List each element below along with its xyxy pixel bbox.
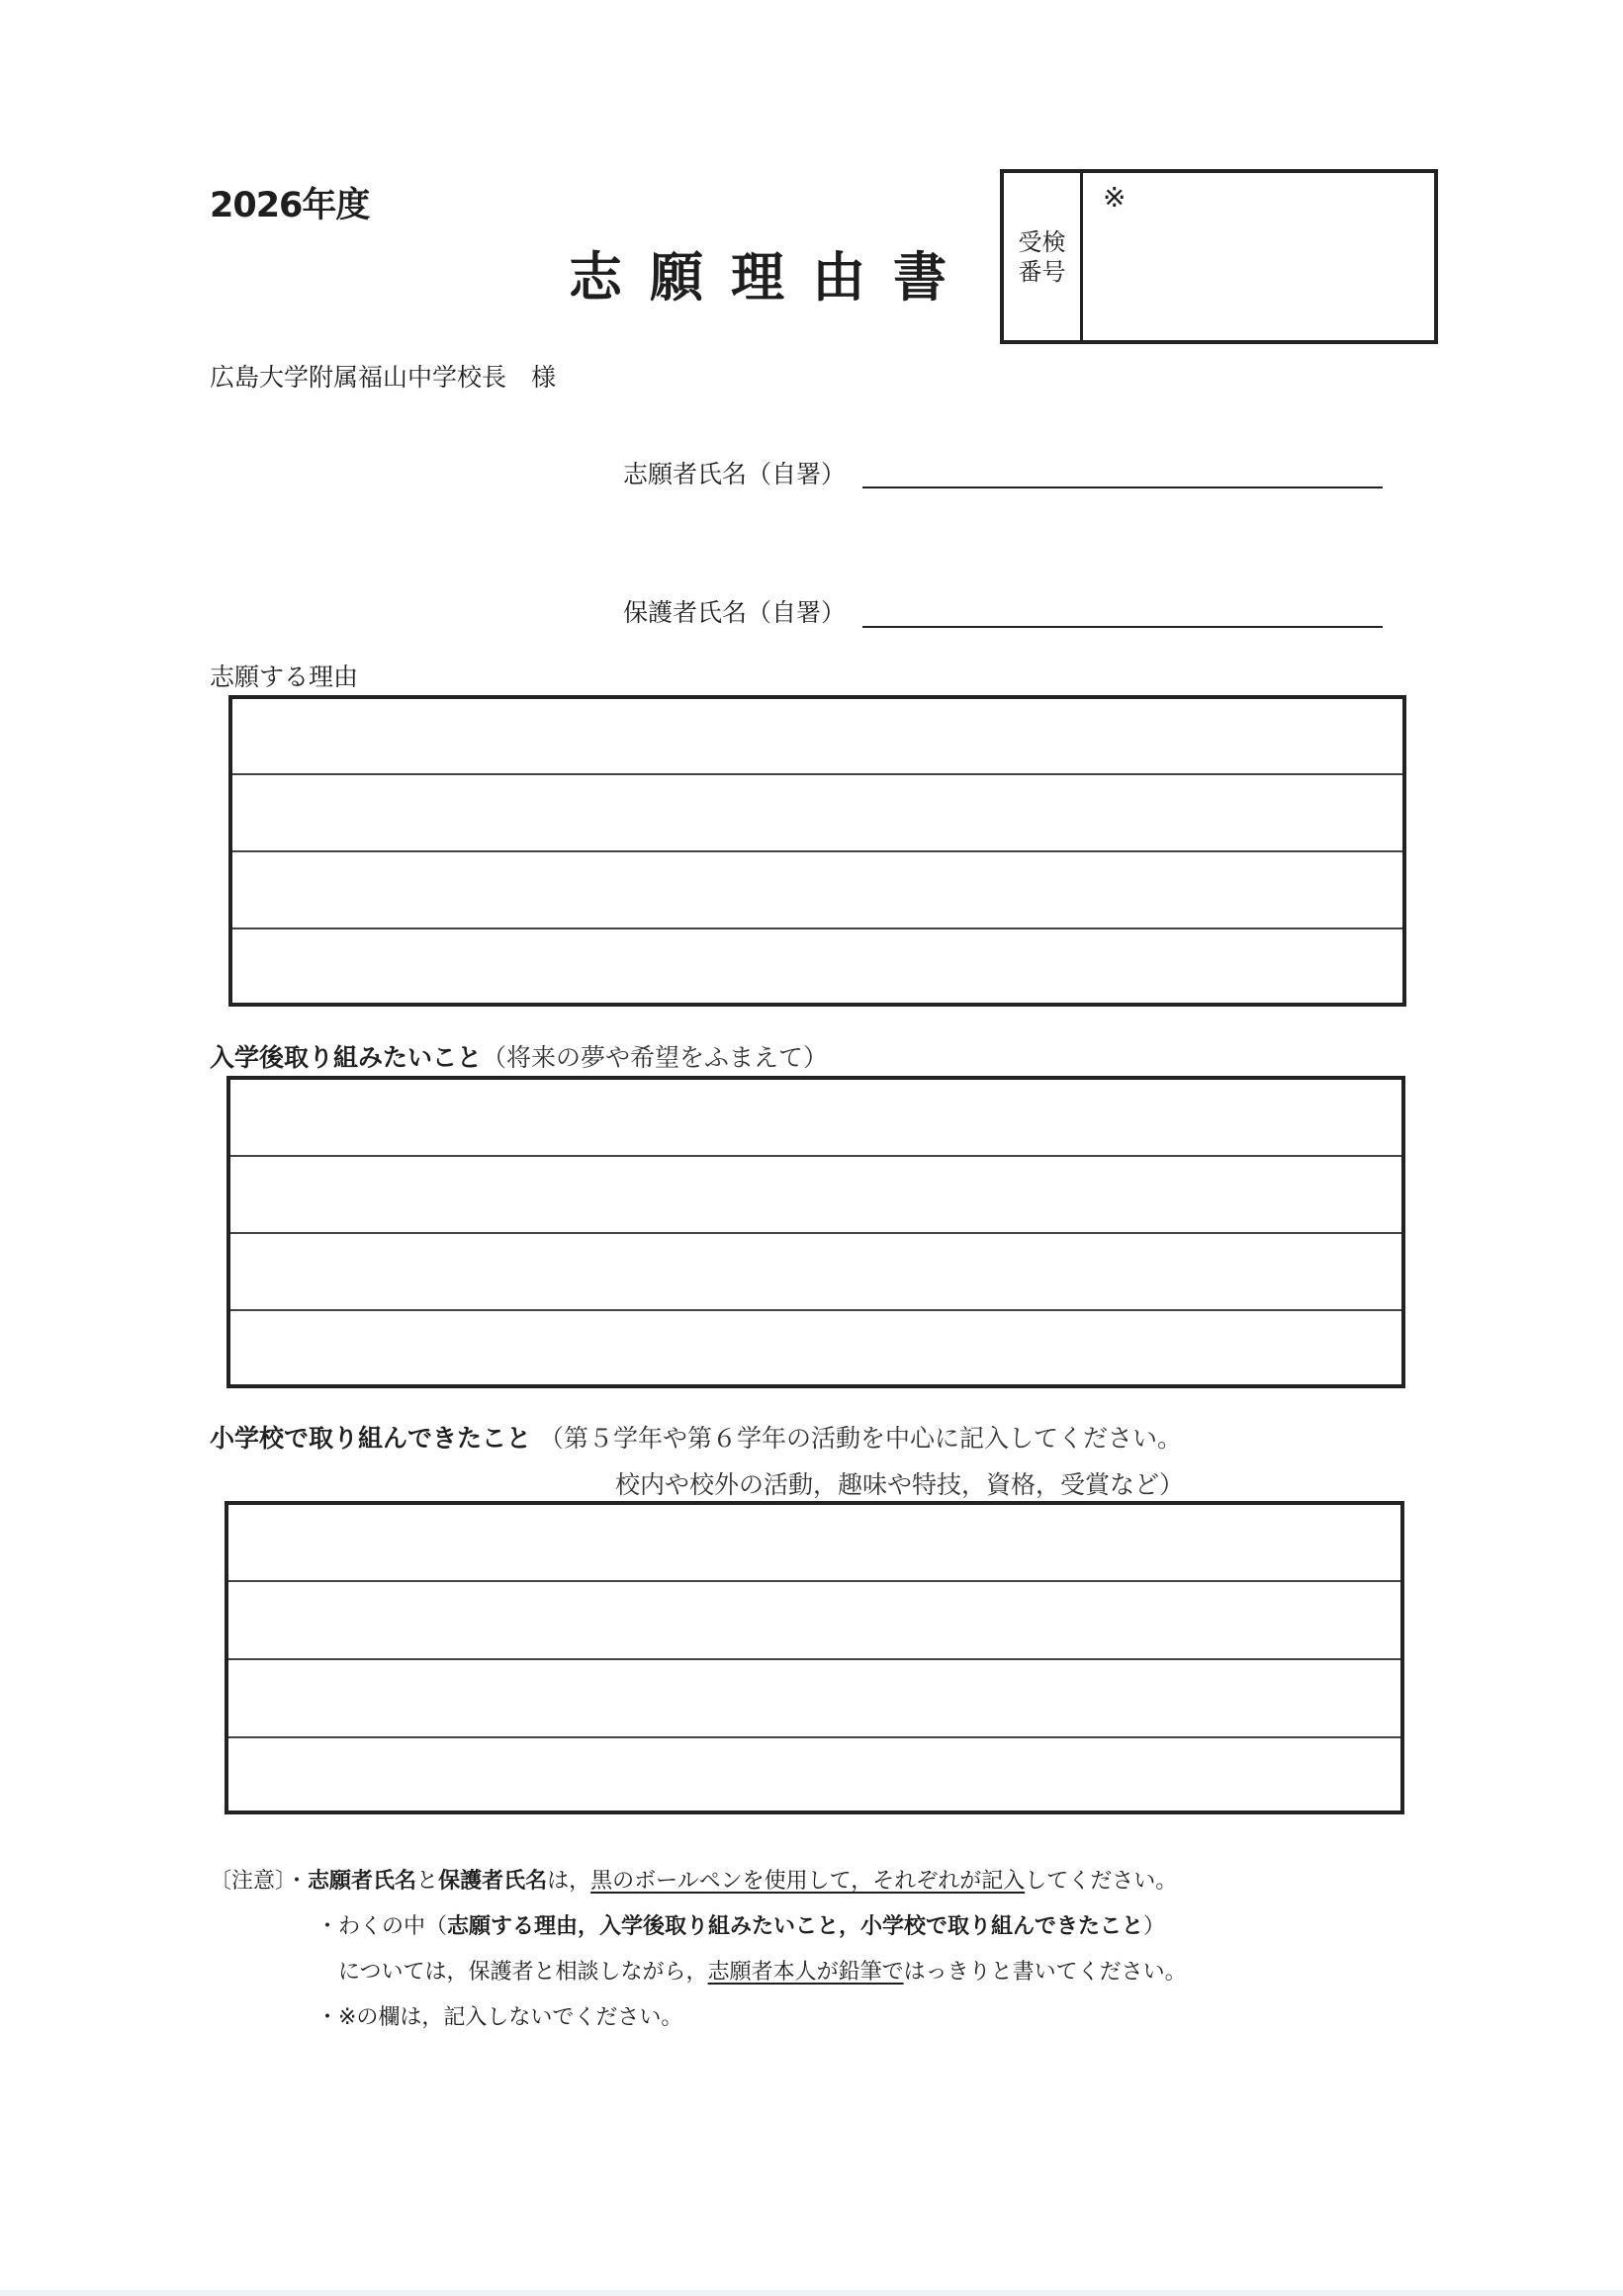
ruled-line — [230, 1309, 1401, 1311]
applicant-name-line[interactable] — [862, 486, 1383, 488]
guardian-name-label: 保護者氏名（自署） — [623, 598, 847, 627]
section-heading-note: （第５学年や第６学年の活動を中心に記入してください。 — [539, 1424, 1183, 1453]
applicant-name-label: 志願者氏名（自署） — [623, 460, 847, 488]
section-heading-text: 小学校で取り組んできたこと — [210, 1424, 532, 1453]
section-heading-text: 志願する理由 — [210, 662, 359, 691]
section-heading-goals — [210, 1038, 828, 1074]
section-heading-note-line2 — [615, 1465, 1184, 1501]
ruled-line — [228, 1580, 1400, 1582]
guardian-name-line[interactable] — [862, 626, 1383, 628]
exam-number-label-cell — [1004, 173, 1083, 340]
section-heading-reason — [210, 658, 358, 693]
section-heading-activities — [210, 1419, 1182, 1455]
section-heading-note: 校内や校外の活動，趣味や特技，資格，受賞など） — [615, 1470, 1185, 1499]
ruled-line — [232, 927, 1402, 929]
fiscal-year: 2026年度 — [210, 186, 370, 225]
activities-write-box[interactable] — [225, 1501, 1404, 1814]
ruled-line — [230, 1232, 1401, 1234]
exam-number-mark: ※ — [1103, 181, 1127, 214]
ruled-line — [228, 1658, 1400, 1660]
ruled-line — [228, 1736, 1400, 1738]
notes-line-4: ・※の欄は，記入しないでください。 — [316, 2005, 683, 2030]
ruled-line — [232, 773, 1402, 775]
section-heading-text: 入学後取り組みたいこと — [210, 1043, 483, 1072]
goals-write-box[interactable] — [226, 1076, 1405, 1388]
page-title: 志願理由書 — [569, 246, 974, 309]
page-edge — [0, 2290, 1623, 2296]
ruled-line — [230, 1155, 1401, 1157]
notes-line-1: 〔注意〕・志願者氏名と保護者氏名は，黒のボールペンを使用して，それぞれが記入してください。 — [210, 1869, 1178, 1894]
notes-line-3: については，保護者と相談しながら，志願者本人が鉛筆ではっきりと書いてください。 — [338, 1960, 1187, 1985]
exam-number-box — [1000, 169, 1438, 344]
reason-write-box[interactable] — [228, 695, 1406, 1007]
notes-label: 〔注意〕 — [210, 1869, 287, 1894]
ruled-line — [232, 850, 1402, 852]
section-heading-note: （将来の夢や希望をふまえて） — [482, 1043, 829, 1072]
addressee: 広島大学附属福山中学校長 様 — [210, 363, 557, 392]
notes — [210, 1859, 1187, 2041]
exam-number-label: 受検番号 — [1018, 227, 1066, 286]
notes-line-2: ・わくの中（志願する理由，入学後取り組みたいこと，小学校で取り組んできたこと） — [316, 1914, 1166, 1939]
